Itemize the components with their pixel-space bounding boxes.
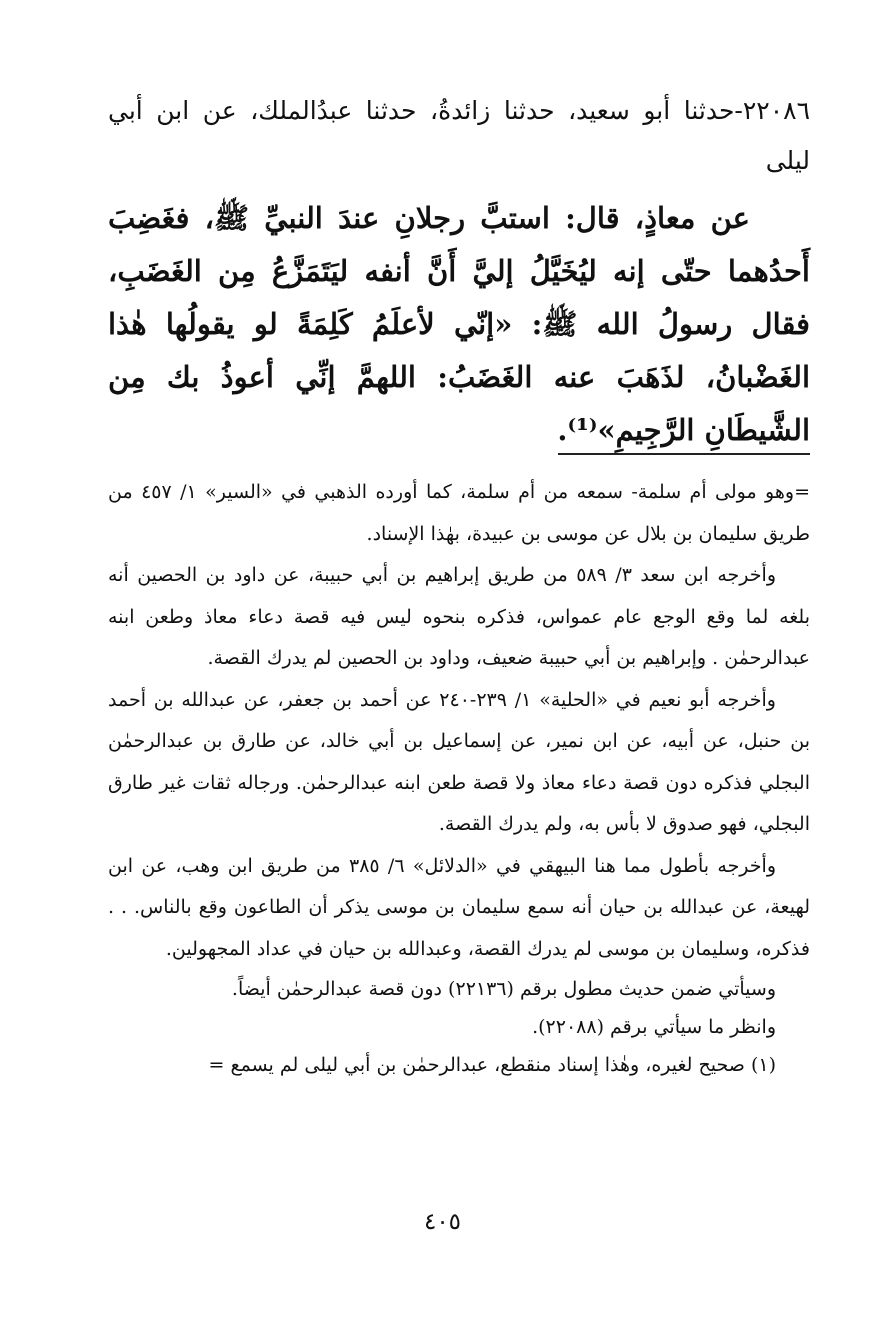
footnote-1: (١) صحيح لغيره، وهٰذا إسناد منقطع، عبدالرحمٰن بن أبي ليلى لم يسمع =	[208, 1054, 776, 1076]
footnote-paragraph-ibn-saad: وأخرجه ابن سعد ٣/ ٥٨٩ من طريق إبراهيم بن أبي حبيبة، عن داود بن الحصين أنه بلغه لما وقع الوجع عام عمواس، فذكره بنحوه ليس فيه قصة دعاء معاذ وطعن ابنه عبدالرحمٰن . وإبراهيم بن أبي حبيبة ضعيف، وداود بن الحصين لم يدرك القصة.	[108, 564, 810, 669]
hadith-isnad-paragraph	[108, 86, 810, 186]
footnote-paragraph-bayhaqi: وأخرجه بأطول مما هنا البيهقي في «الدلائل» ٦/ ٣٨٥ من طريق ابن وهب، عن ابن لهيعة، عن عبدالله بن حيان أنه سمع سليمان بن موسى يذكر أن الطاعون وقع بالناس. . . فذكره، وسليمان بن موسى لم يدرك القصة، وعبدالله بن حيان في عداد المجهولين.	[108, 854, 810, 960]
footnote-see-also: وانظر ما سيأتي برقم (٢٢٠٨٨).	[532, 1016, 776, 1038]
footnotes	[108, 472, 810, 1084]
hadith-isnad: حدثنا أبو سعيد، حدثنا زائدةُ، حدثنا عبدُالملك، عن ابن أبي ليلى	[108, 96, 810, 175]
page-number: ٤٠٥	[423, 1209, 462, 1235]
hadith-number: ٢٢٠٨٦-	[734, 96, 810, 125]
hadith-matn: عن معاذٍ، قال: استبَّ رجلانِ عندَ النبيِّ ﷺ، فغَضِبَ أَحدُهما حتّى إنه ليُخَيَّلُ إليَّ أَنَّ أنفه ليَتَمَزَّعُ مِن الغَضَبِ، فقال رسولُ الله ﷺ: «إنّي لأعلَمُ كَلِمَةً لو يقولُها هٰذا الغَضْبانُ، لذَهَبَ عنه الغَضَبُ: اللهمَّ إنِّي أعوذُ بك مِن الشَّيطَانِ الرَّجِيمِ»⁽¹⁾.	[108, 201, 810, 447]
main-text	[108, 86, 810, 457]
footnote-separator	[558, 453, 810, 455]
footnote-continuation: =وهو مولى أم سلمة- سمعه من أم سلمة، كما أورده الذهبي في «السير» ١/ ٤٥٧ من طريق سليمان بن بلال عن موسى بن عبيدة، بهٰذا الإسناد.	[108, 481, 810, 545]
footnote-cross-reference: وسيأتي ضمن حديث مطول برقم (٢٢١٣٦) دون قصة عبدالرحمٰن أيضاً.	[231, 978, 776, 1000]
footnote-paragraph-abu-nuaym: وأخرجه أبو نعيم في «الحلية» ١/ ٢٣٩-٢٤٠ عن أحمد بن جعفر، عن عبدالله بن أحمد بن حنبل، عن أبيه، عن ابن نمير، عن إسماعيل بن أبي خالد، عن طارق بن عبدالرحمٰن البجلي فذكره دون قصة دعاء معاذ ولا قصة طعن ابنه عبدالرحمٰن. ورجاله ثقات غير طارق البجلي، فهو صدوق لا بأس به، ولم يدرك القصة.	[108, 688, 810, 835]
